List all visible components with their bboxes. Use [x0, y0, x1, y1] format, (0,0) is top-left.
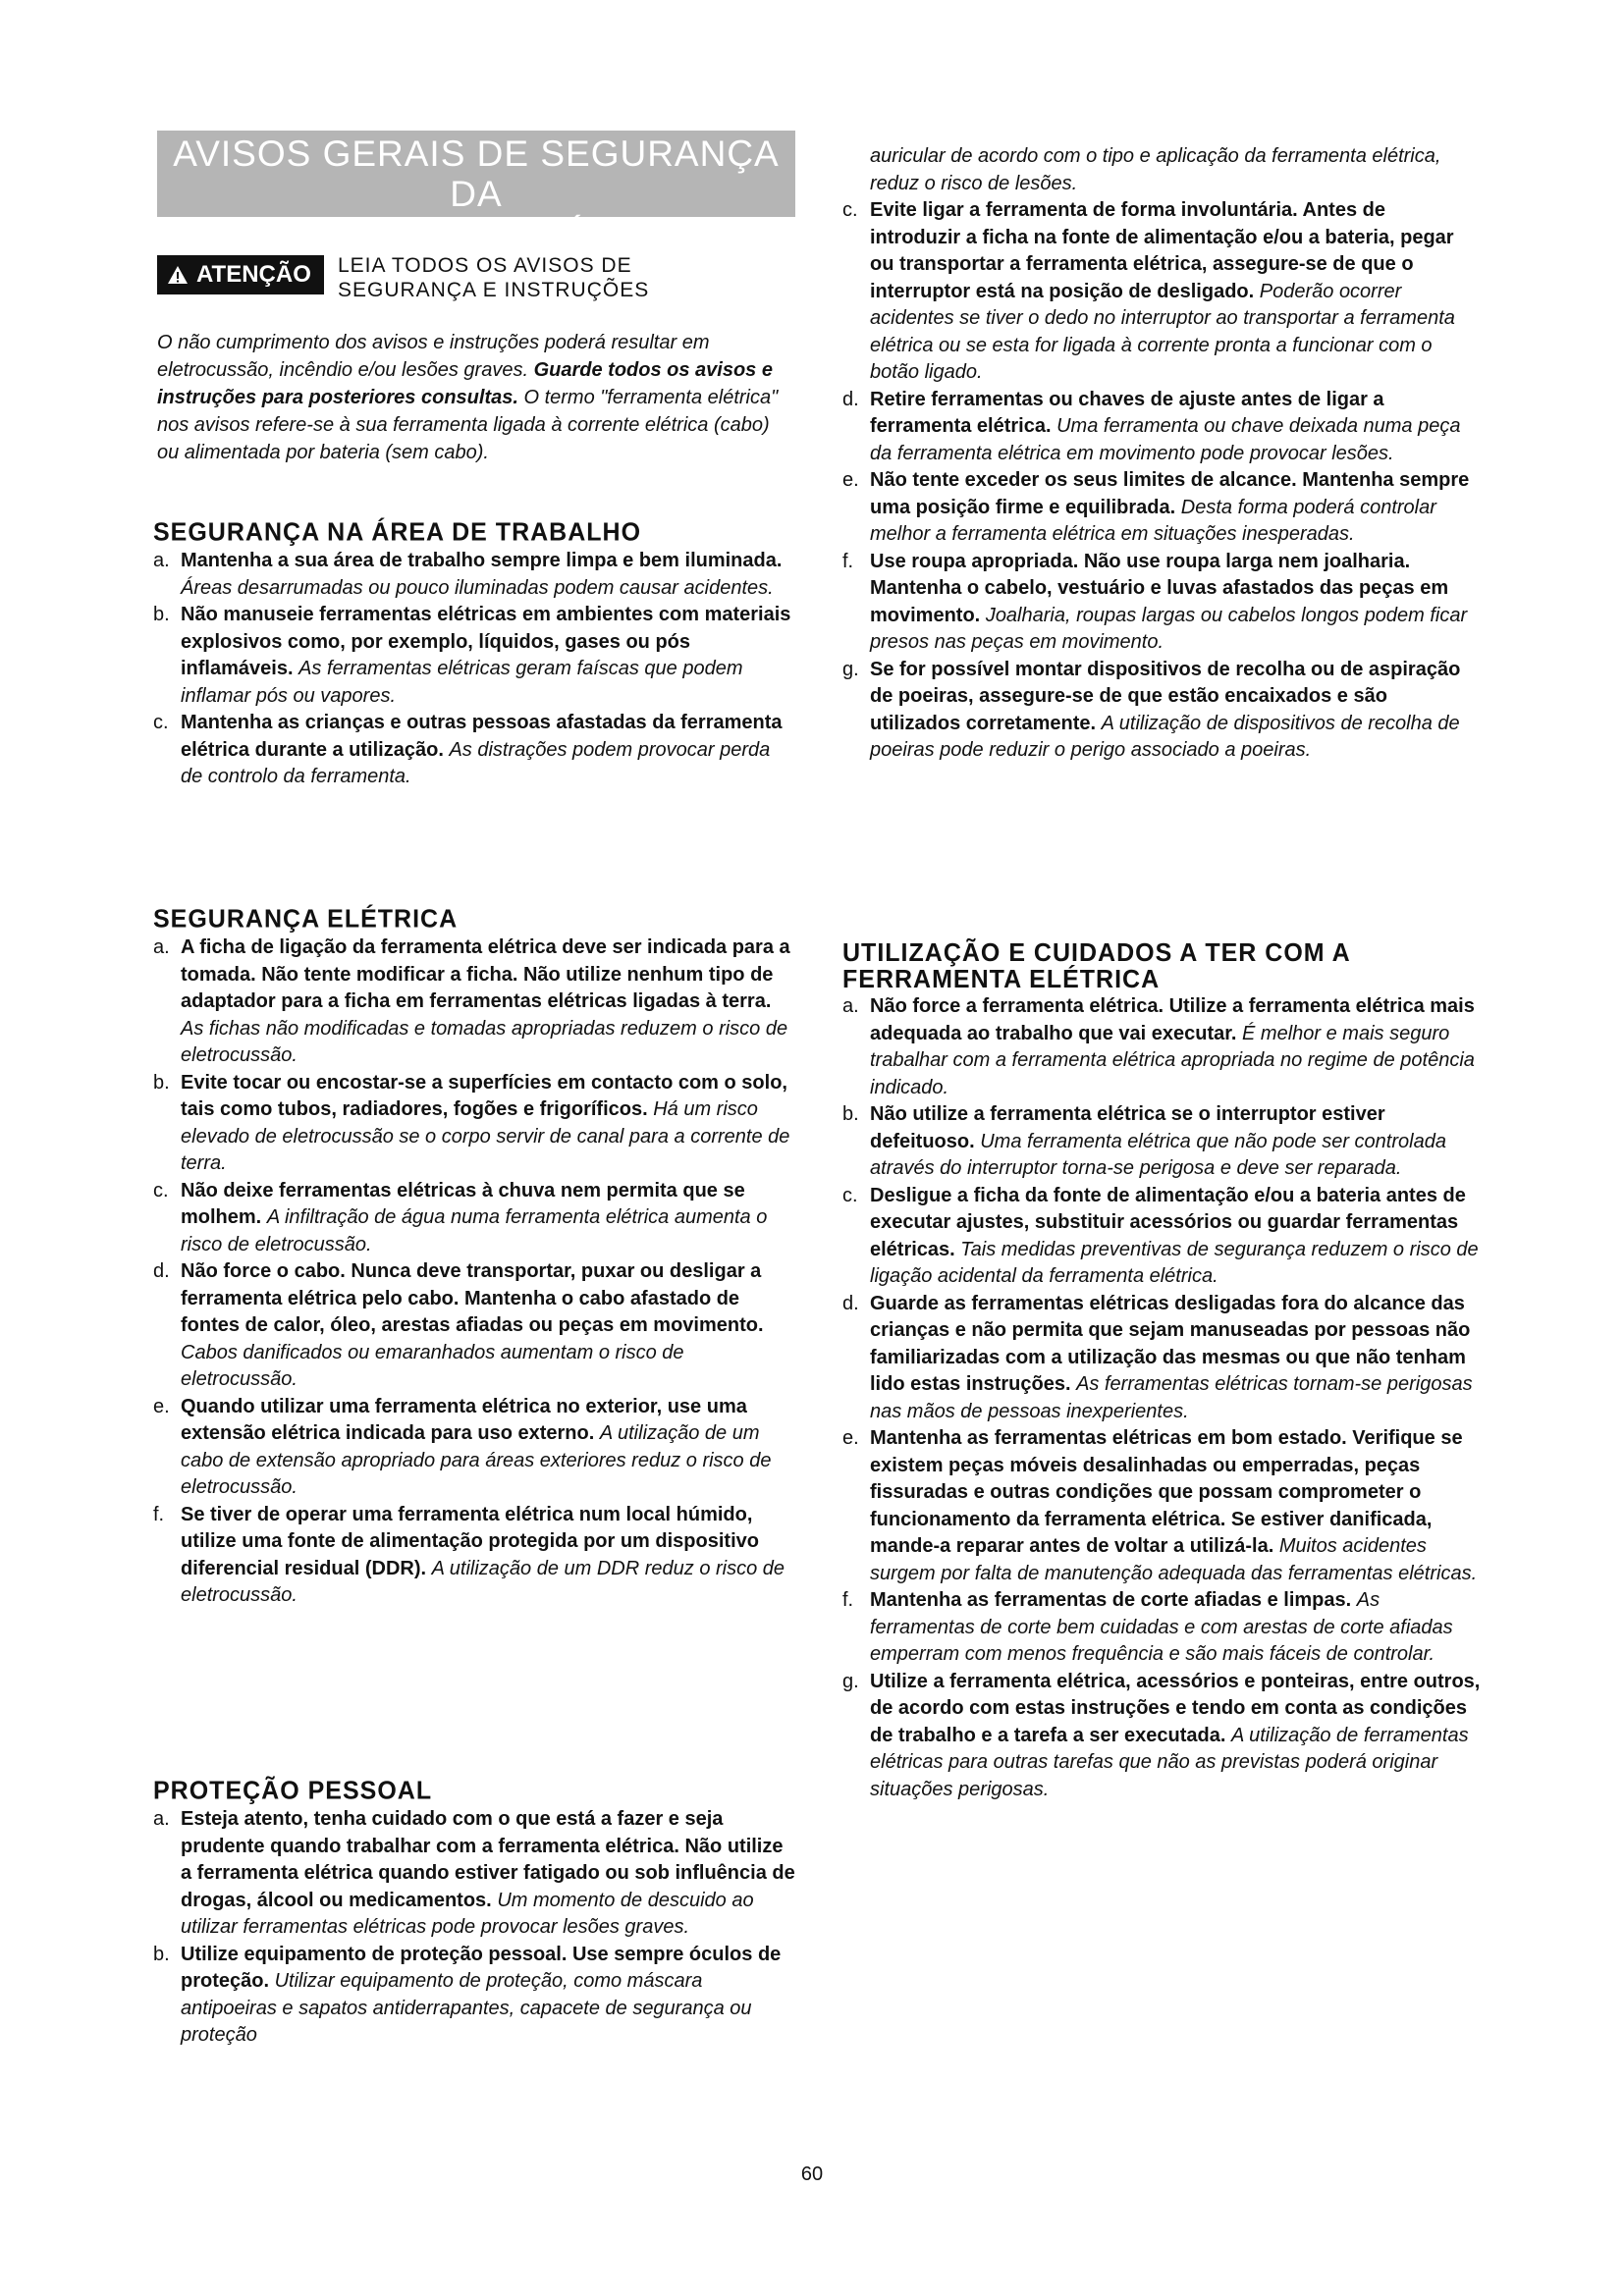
- intro-italic: O não cumprimento dos avisos e instruções poderá resultar em eletrocussão, incêndio e/ou lesões graves.: [157, 332, 710, 381]
- item-bold: Não deixe ferramentas elétricas à chuva nem permita que se molhem.: [181, 1179, 745, 1228]
- list-item: [842, 1101, 1481, 1183]
- list-item: [153, 934, 795, 1070]
- item-letter: d.: [153, 1260, 170, 1282]
- list-item: [153, 548, 795, 602]
- item-letter: f.: [842, 1589, 854, 1611]
- item-italic: Utilizar equipamento de proteção, como máscara antipoeiras e sapatos antiderrapantes, capacete de segurança ou proteção: [181, 1970, 752, 2046]
- intro-rest: O termo "ferramenta elétrica" nos avisos refere-se à sua ferramenta ligada à corrente elétrica (cabo) ou alimentada por bateria (sem cabo).: [157, 387, 779, 463]
- item-bold: Não force o cabo. Nunca deve transportar, puxar ou desligar a ferramenta elétrica pelo cabo. Mantenha o cabo afastado de fontes de calor, óleo, arestas afiadas ou peças em movimento.: [181, 1260, 764, 1336]
- item-italic: Desta forma poderá controlar melhor a ferramenta elétrica em situações inesperadas.: [870, 496, 1436, 545]
- item-body: [181, 934, 795, 1070]
- section-banner: [157, 131, 795, 254]
- item-letter: b.: [153, 1943, 170, 1965]
- list-item: [842, 197, 1481, 387]
- list-item: [153, 1942, 795, 2050]
- warning-badge: [157, 255, 324, 294]
- warning-block: [157, 253, 795, 316]
- item-bold: Mantenha a sua área de trabalho sempre limpa e bem iluminada.: [181, 550, 783, 571]
- item-body: [870, 549, 1481, 657]
- item-italic: Muitos acidentes surgem por falta de manutenção adequada das ferramentas elétricas.: [870, 1535, 1478, 1584]
- item-letter: f.: [153, 1503, 165, 1525]
- item-italic: As ferramentas elétricas geram faíscas que podem inflamar pós ou vapores.: [181, 658, 743, 707]
- item-italic: Um momento de descuido ao utilizar ferramentas elétricas pode provocar lesões graves.: [181, 1889, 754, 1938]
- section-personal-continued: [842, 143, 1481, 765]
- item-letter: c.: [842, 1184, 858, 1206]
- item-bold: Quando utilizar uma ferramenta elétrica no exterior, use uma extensão elétrica indicada para uso externo.: [181, 1395, 747, 1444]
- section-electrical: [153, 905, 795, 1610]
- item-bold: Use roupa apropriada. Não use roupa larga nem joalharia. Mantenha o cabelo, vestuário e luvas afastados das peças em movimento.: [870, 550, 1449, 626]
- item-letter: g.: [842, 658, 859, 680]
- item-letter: c.: [153, 712, 169, 733]
- list-item: [153, 1258, 795, 1394]
- item-italic: Cabos danificados ou emaranhados aumentam o risco de eletrocussão.: [181, 1341, 684, 1390]
- item-bold: Evite ligar a ferramenta de forma involuntária. Antes de introduzir a ficha na fonte de alimentação e/ou a bateria, pegar ou transportar a ferramenta elétrica, assegure-se de que o interruptor está na posição de desligado.: [870, 199, 1454, 302]
- item-italic: A utilização de um cabo de extensão apropriado para áreas exteriores reduz o risco de eletrocussão.: [181, 1422, 772, 1498]
- item-letter: c.: [153, 1179, 169, 1201]
- item-body: [870, 1183, 1481, 1291]
- item-body: [181, 1502, 795, 1610]
- item-body: [181, 1806, 795, 1942]
- item-bold: Guarde as ferramentas elétricas desligadas fora do alcance das crianças e não permita que sejam manuseadas por pessoas não familiarizadas com a utilização das mesmas ou que não tenham lido estas instruções.: [870, 1292, 1471, 1395]
- section-work-area: [153, 518, 795, 791]
- item-italic: As ferramentas elétricas tornam-se perigosas nas mãos de pessoas inexperientes.: [870, 1373, 1473, 1422]
- item-bold: A ficha de ligação da ferramenta elétrica deve ser indicada para a tomada. Não tente modificar a ficha. Não utilize nenhum tipo de adaptador para a ficha em ferramentas elétricas ligadas à terra.: [181, 936, 790, 1012]
- item-body: [870, 197, 1481, 387]
- item-letter: d.: [842, 1292, 859, 1314]
- item-italic: A utilização de um DDR reduz o risco de eletrocussão.: [181, 1557, 785, 1606]
- item-italic: A infiltração de água numa ferramenta elétrica aumenta o risco de eletrocussão.: [181, 1206, 768, 1255]
- list-item: [842, 1669, 1481, 1804]
- item-letter: a.: [153, 936, 170, 958]
- section-heading: SEGURANÇA ELÉTRICA: [153, 904, 459, 934]
- item-body: [870, 1425, 1481, 1587]
- page-number: 60: [800, 2163, 824, 2185]
- item-italic: Áreas desarrumadas ou pouco iluminadas podem causar acidentes.: [181, 576, 774, 599]
- item-bold: Desligue a ficha da fonte de alimentação e/ou a bateria antes de executar ajustes, substituir acessórios ou guardar ferramentas elétricas.: [870, 1184, 1466, 1260]
- item-letter: e.: [842, 469, 859, 491]
- item-letter: c.: [842, 199, 858, 221]
- item-body: [181, 548, 795, 602]
- item-bold: Não manuseie ferramentas elétricas em ambientes com materiais explosivos como, por exemplo, líquidos, gases ou pós inflamáveis.: [181, 604, 791, 679]
- item-letter: e.: [842, 1427, 859, 1449]
- list-item: [842, 1587, 1481, 1669]
- list-item: [842, 1183, 1481, 1291]
- warning-intro: [157, 329, 795, 466]
- section-personal: [153, 1777, 795, 2050]
- item-letter: a.: [153, 1808, 170, 1830]
- list-item: [842, 993, 1481, 1101]
- list-item: [842, 1425, 1481, 1587]
- item-italic: Tais medidas preventivas de segurança reduzem o risco de ligação acidental da ferramenta elétrica.: [870, 1238, 1479, 1287]
- warning-title-line-2: SEGURANÇA E INSTRUÇÕES: [338, 279, 650, 301]
- item-body: [870, 1291, 1481, 1426]
- item-italic: As distrações podem provocar perda de controlo da ferramenta.: [181, 738, 771, 787]
- item-body: [870, 1101, 1481, 1183]
- item-body: [870, 467, 1481, 549]
- list-item: [153, 710, 795, 791]
- warning-triangle-icon: [167, 265, 189, 285]
- list-item: [153, 1070, 795, 1178]
- item-bold: Não utilize a ferramenta elétrica se o interruptor estiver defeituoso.: [870, 1103, 1385, 1152]
- list-item: [153, 1178, 795, 1259]
- section-heading: [842, 939, 1481, 993]
- list-item: [842, 549, 1481, 657]
- item-italic: Uma ferramenta elétrica que não pode ser controlada através do interruptor torna-se perigosa e deve ser reparada.: [870, 1130, 1446, 1179]
- warning-title: [338, 253, 649, 302]
- section-heading: SEGURANÇA NA ÁREA DE TRABALHO: [153, 517, 642, 547]
- banner-line-2: FERRAMENTA ELÉTRICA: [249, 214, 703, 254]
- item-bold: Não force a ferramenta elétrica. Utilize a ferramenta elétrica mais adequada ao trabalho que vai executar.: [870, 995, 1475, 1044]
- item-bold: Esteja atento, tenha cuidado com o que está a fazer e seja prudente quando trabalhar com a ferramenta elétrica. Não utilize a ferramenta elétrica quando estiver fatigado ou sob influência de drogas, álcool ou medicamentos.: [181, 1808, 795, 1911]
- item-body: [870, 993, 1481, 1101]
- item-body: [870, 387, 1481, 468]
- item-italic: As ferramentas de corte bem cuidadas e com arestas de corte afiadas emperram com menos frequência e são mais fáceis de controlar.: [870, 1589, 1453, 1665]
- item-italic: Joalharia, roupas largas ou cabelos longos podem ficar presos nas peças em movimento.: [870, 604, 1468, 653]
- item-letter: a.: [842, 995, 859, 1017]
- item-body: [181, 1070, 795, 1178]
- item-letter: a.: [153, 550, 170, 571]
- item-letter: d.: [842, 388, 859, 410]
- item-letter: e.: [153, 1395, 170, 1417]
- item-italic: É melhor e mais seguro trabalhar com a ferramenta elétrica apropriada no regime de potência indicado.: [870, 1022, 1475, 1098]
- item-italic: A utilização de ferramentas elétricas para outras tarefas que não as previstas poderá originar situações perigosas.: [870, 1724, 1469, 1800]
- item-italic: Poderão ocorrer acidentes se tiver o dedo no interruptor ao transportar a ferramenta elétrica ou se esta for ligada à corrente pronta a funcionar com o botão ligado.: [870, 280, 1455, 383]
- item-bold: Se tiver de operar uma ferramenta elétrica num local húmido, utilize uma fonte de alimentação protegida por um dispositivo diferencial residual (DDR).: [181, 1503, 759, 1579]
- item-letter: b.: [842, 1103, 859, 1125]
- item-letter: b.: [153, 604, 170, 625]
- item-letter: f.: [842, 550, 854, 572]
- item-body: [870, 1669, 1481, 1804]
- item-italic: As fichas não modificadas e tomadas apropriadas reduzem o risco de eletrocussão.: [181, 1017, 788, 1066]
- item-bold: Evite tocar ou encostar-se a superfícies em contacto com o solo, tais como tubos, radiadores, fogões e frigoríficos.: [181, 1071, 787, 1120]
- item-bold: Retire ferramentas ou chaves de ajuste antes de ligar a ferramenta elétrica.: [870, 388, 1384, 437]
- item-italic: A utilização de dispositivos de recolha de poeiras pode reduzir o perigo associado a poeiras.: [870, 712, 1460, 761]
- continued-text: auricular de acordo com o tipo e aplicação da ferramenta elétrica, reduz o risco de lesões.: [870, 145, 1441, 194]
- item-bold: Mantenha as crianças e outras pessoas afastadas da ferramenta elétrica durante a utilização.: [181, 712, 783, 761]
- item-body: [181, 602, 795, 710]
- item-letter: g.: [842, 1670, 859, 1692]
- item-bold: Se for possível montar dispositivos de recolha ou de aspiração de poeiras, assegure-se de que estão encaixados e são utilizados corretamente.: [870, 658, 1461, 734]
- heading-line-2: FERRAMENTA ELÉTRICA: [842, 964, 1161, 994]
- item-italic: Há um risco elevado de eletrocussão se o corpo servir de canal para a corrente de terra.: [181, 1098, 790, 1174]
- list-item: [842, 387, 1481, 468]
- item-italic: Uma ferramenta ou chave deixada numa peça da ferramenta elétrica em movimento pode provocar lesões.: [870, 415, 1461, 464]
- list-item: [842, 657, 1481, 765]
- item-body: [181, 1942, 795, 2050]
- banner-line-1: AVISOS GERAIS DE SEGURANÇA DA: [173, 133, 780, 214]
- item-body: [181, 710, 795, 791]
- list-item: [153, 1806, 795, 1942]
- warning-title-line-1: LEIA TODOS OS AVISOS DE: [338, 254, 632, 277]
- item-body: [181, 1258, 795, 1394]
- item-bold: Mantenha as ferramentas elétricas em bom estado. Verifique se existem peças móveis desalinhadas ou emperradas, peças fissuradas e outras condições que possam comprometer o funcionamento da ferramenta elétrica. Se estiver danificada, mande-a reparar antes de voltar a utilizá-la.: [870, 1427, 1463, 1557]
- item-bold: Utilize a ferramenta elétrica, acessórios e ponteiras, entre outros, de acordo com estas instruções e tendo em conta as condições de trabalho e a tarefa a ser executada.: [870, 1670, 1481, 1746]
- item-letter: b.: [153, 1071, 170, 1094]
- item-bold: Mantenha as ferramentas de corte afiadas e limpas.: [870, 1589, 1352, 1611]
- section-use-care: [842, 937, 1481, 1803]
- list-item: [153, 1394, 795, 1502]
- list-item: [842, 467, 1481, 549]
- heading-line-1: UTILIZAÇÃO E CUIDADOS A TER COM A: [842, 937, 1351, 968]
- item-bold: Não tente exceder os seus limites de alcance. Mantenha sempre uma posição firme e equilibrada.: [870, 469, 1470, 518]
- item-body: [181, 1178, 795, 1259]
- item-body: [181, 1394, 795, 1502]
- list-item: [153, 602, 795, 710]
- item-bold: Utilize equipamento de proteção pessoal. Use sempre óculos de proteção.: [181, 1943, 782, 1992]
- item-body: [870, 657, 1481, 765]
- list-item: [153, 1502, 795, 1610]
- intro-bold: Guarde todos os avisos e instruções para posteriores consultas.: [157, 359, 773, 408]
- warning-badge-label: ATENÇÃO: [196, 261, 311, 288]
- section-heading: PROTEÇÃO PESSOAL: [153, 1776, 433, 1805]
- list-item: [842, 1291, 1481, 1426]
- item-body: [870, 1587, 1481, 1669]
